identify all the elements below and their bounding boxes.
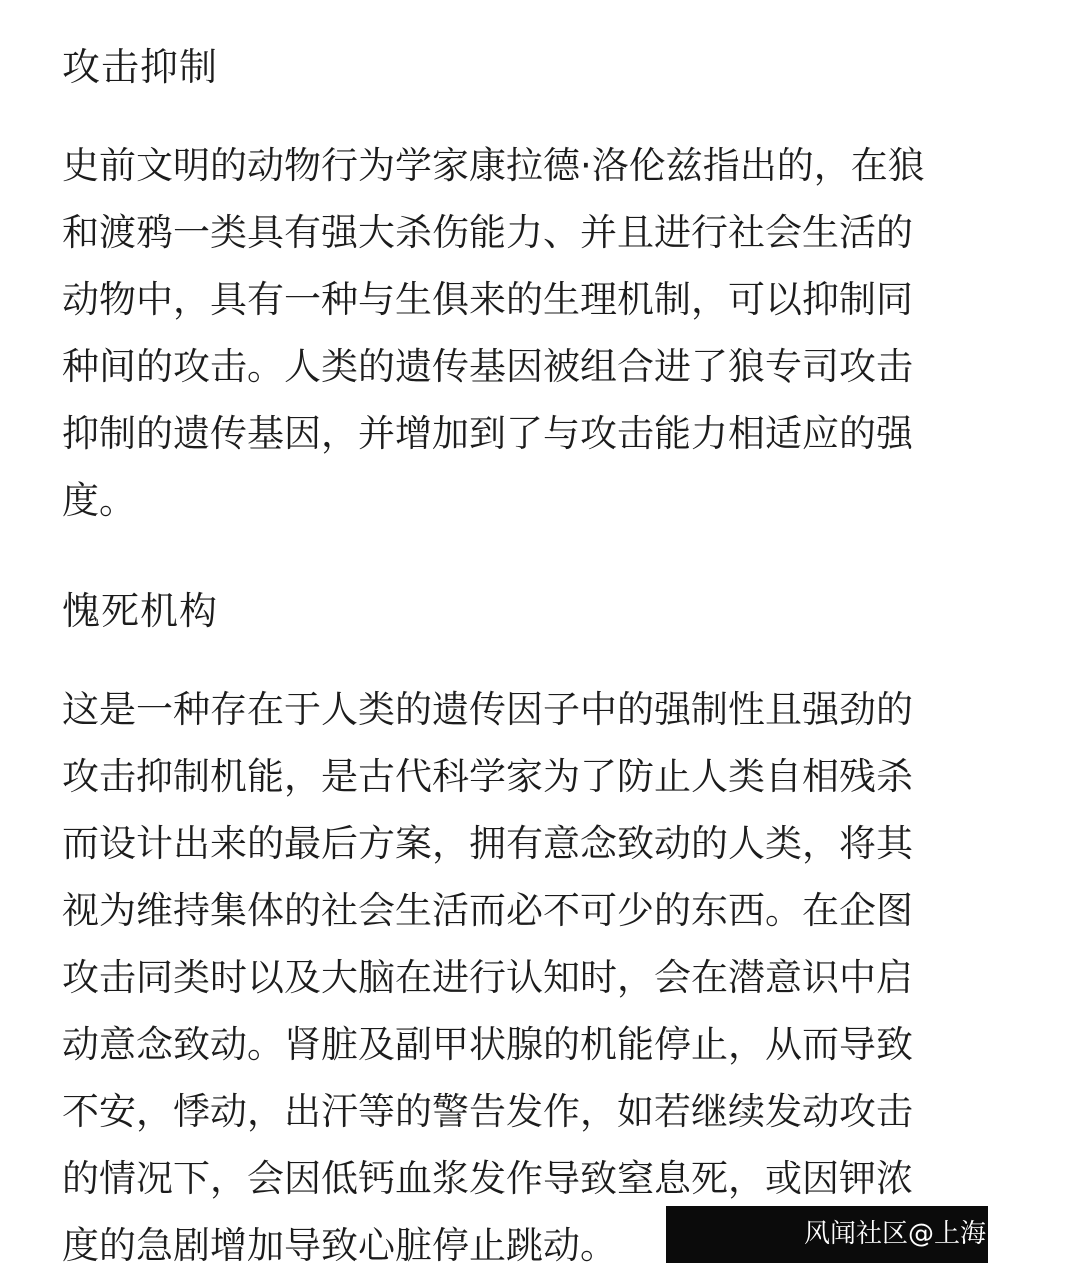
paragraph-line: 种间的攻击。人类的遗传基因被组合进了狼专司攻击 (62, 345, 913, 388)
paragraph-line: 不安，悸动，出汗等的警告发作，如若继续发动攻击 (62, 1090, 913, 1133)
paragraph-attack-inhibition (62, 132, 925, 534)
paragraph-line: 和渡鸦一类具有强大杀伤能力、并且进行社会生活的 (62, 211, 913, 254)
paragraph-line: 而设计出来的最后方案，拥有意念致动的人类，将其 (62, 822, 913, 865)
paragraph-shame-death-mechanism (62, 676, 913, 1279)
section-heading-shame-death-mechanism: 愧死机构 (62, 589, 219, 633)
paragraph-line: 攻击抑制机能，是古代科学家为了防止人类自相残杀 (62, 755, 913, 798)
paragraph-line: 抑制的遗传基因，并增加到了与攻击能力相适应的强 (62, 412, 913, 455)
paragraph-line: 动物中，具有一种与生俱来的生理机制，可以抑制同 (62, 278, 913, 321)
paragraph-line: 度。 (62, 479, 136, 522)
paragraph-line: 史前文明的动物行为学家康拉德·洛伦兹指出的，在狼 (62, 144, 925, 187)
section-heading-attack-inhibition: 攻击抑制 (62, 45, 219, 89)
source-watermark: 风闻社区@上海 (666, 1206, 988, 1263)
paragraph-line: 度的急剧增加导致心脏停止跳动。 (62, 1224, 617, 1267)
paragraph-line: 这是一种存在于人类的遗传因子中的强制性且强劲的 (62, 688, 913, 731)
paragraph-line: 视为维持集体的社会生活而必不可少的东西。在企图 (62, 889, 913, 932)
paragraph-line: 攻击同类时以及大脑在进行认知时，会在潜意识中启 (62, 956, 913, 999)
paragraph-line: 动意念致动。肾脏及副甲状腺的机能停止，从而导致 (62, 1023, 913, 1066)
paragraph-line: 的情况下，会因低钙血浆发作导致窒息死，或因钾浓 (62, 1157, 913, 1200)
